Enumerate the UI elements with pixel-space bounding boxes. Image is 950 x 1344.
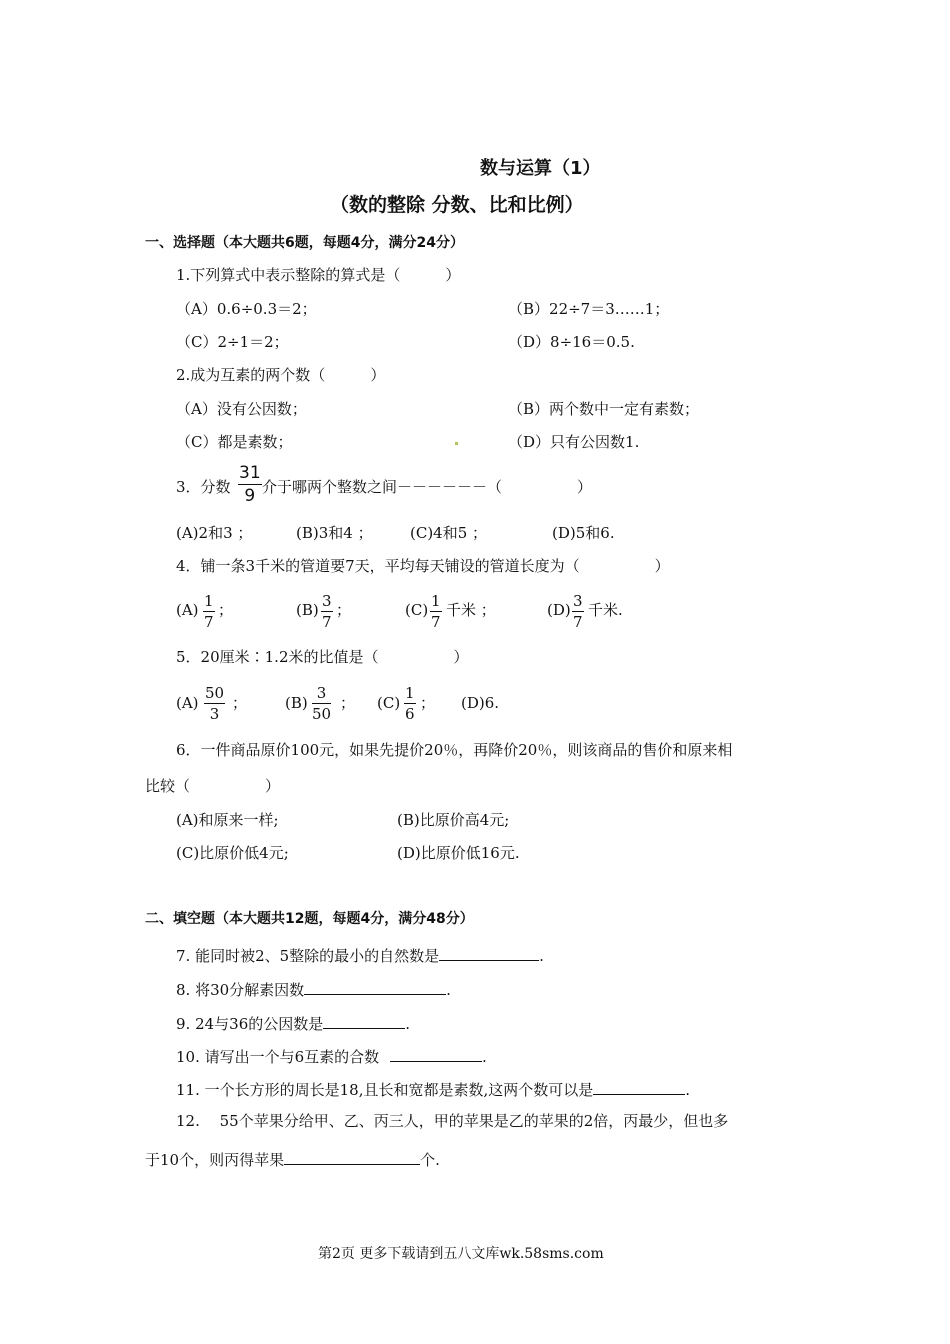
q8-answer-blank[interactable]	[304, 980, 446, 995]
q3-option-d: (D)5和6.	[552, 524, 615, 542]
q1-option-a: （A）0.6÷0.3＝2；	[176, 300, 317, 318]
q3-option-a: (A)2和3 ；	[176, 524, 253, 542]
q4-d-num: 3	[573, 592, 583, 610]
q5-option-a-post: ；	[232, 694, 248, 712]
q9-answer-blank[interactable]	[323, 1014, 405, 1029]
q10-end: .	[481, 1048, 487, 1066]
q6-option-a: (A)和原来一样;	[176, 811, 279, 829]
q6-option-b: (B)比原价高4元;	[397, 811, 510, 829]
q7-end: .	[539, 947, 544, 965]
q6-stem-line2: 比较（ ）	[145, 777, 281, 795]
q5-option-c-post: ；	[420, 694, 436, 712]
q2-option-c: （C）都是素数；	[176, 433, 293, 451]
q4-stem: 4．铺一条3千米的管道要7天，平均每天铺设的管道长度为（ ）	[176, 557, 670, 575]
q7-answer-blank[interactable]	[439, 946, 539, 961]
q4-option-d-post: 千米.	[588, 601, 623, 619]
q6-option-d: (D)比原价低16元.	[397, 844, 520, 862]
q5-option-d: (D)6.	[461, 694, 500, 712]
q5-c-den: 6	[405, 705, 415, 723]
q5-c-num: 1	[405, 684, 415, 702]
q4-d-den: 7	[573, 613, 583, 631]
q5-a-num: 50	[205, 684, 225, 702]
q4-option-c-fraction	[430, 594, 442, 630]
q5-b-num: 3	[312, 686, 331, 704]
q11-end: .	[685, 1081, 691, 1099]
q4-option-d-label: (D)	[547, 601, 571, 619]
q4-option-d-fraction	[572, 594, 584, 630]
q4-c-den: 7	[431, 613, 441, 631]
page-title: 数与运算（1）	[480, 158, 601, 179]
q2-option-d: （D）只有公因数1.	[508, 433, 640, 451]
page-subtitle: （数的整除 分数、比和比例）	[330, 194, 584, 216]
q4-a-num: 1	[204, 592, 214, 610]
q4-c-num: 1	[431, 592, 441, 610]
q4-option-c-post: 千米 ；	[446, 601, 496, 619]
q3-fraction-denominator: 9	[244, 486, 256, 506]
q5-stem: 5．20厘米∶1.2米的比值是（ ）	[176, 648, 469, 666]
q7	[176, 946, 544, 964]
q11-text: 11. 一个长方形的周长是18,且长和宽都是素数,这两个数可以是	[176, 1081, 594, 1099]
q12-line2	[145, 1150, 440, 1168]
q5-option-a-fraction	[204, 686, 225, 722]
q5-option-a-label: (A)	[176, 694, 199, 712]
q4-option-a-label: (A)	[176, 601, 199, 619]
q1-option-d: （D）8÷16＝0.5.	[508, 333, 635, 351]
q8-text: 8. 将30分解素因数	[176, 981, 305, 999]
q3-pre: 3．分数	[176, 478, 231, 496]
q4-a-den: 7	[204, 613, 214, 631]
q5-option-b-post: ；	[340, 694, 356, 712]
q10	[176, 1047, 487, 1065]
q8-end: .	[446, 981, 451, 999]
q2-stem: 2.成为互素的两个数（ ）	[176, 366, 386, 384]
q12-text: 于10个，则丙得苹果	[145, 1151, 285, 1169]
q12-end: 个.	[420, 1151, 440, 1169]
q10-text: 10. 请写出一个与6互素的合数	[176, 1048, 384, 1066]
q3-post: 介于哪两个整数之间－－－－－－（ ）	[262, 478, 593, 496]
q5-option-c-label: (C)	[377, 694, 401, 712]
q8	[176, 980, 451, 998]
q9	[176, 1014, 410, 1032]
q5-option-b-fraction	[312, 686, 331, 722]
decorative-dot	[455, 442, 458, 445]
q7-text: 7. 能同时被2、5整除的最小的自然数是	[176, 947, 440, 965]
q11	[176, 1080, 690, 1098]
q12-line1: 12. 55个苹果分给甲、乙、丙三人，甲的苹果是乙的苹果的2倍，丙最少，但也多	[176, 1112, 729, 1130]
q4-option-c-label: (C)	[405, 601, 429, 619]
q4-b-num: 3	[322, 592, 332, 610]
q6-option-c: (C)比原价低4元;	[176, 844, 289, 862]
q12-answer-blank[interactable]	[284, 1150, 420, 1165]
q1-stem: 1.下列算式中表示整除的算式是（ ）	[176, 266, 461, 284]
q4-option-a-fraction	[203, 594, 215, 630]
q4-option-a-post: ；	[218, 601, 234, 619]
q9-end: .	[405, 1015, 411, 1033]
page-footer: 第2页 更多下载请到五八文库wk.58sms.com	[318, 1246, 604, 1262]
section-heading-choice: 一、选择题（本大题共6题，每题4分，满分24分）	[145, 235, 464, 251]
section-heading-fill: 二、填空题（本大题共12题，每题4分，满分48分）	[145, 911, 474, 927]
q6-stem-line1: 6．一件商品原价100元，如果先提价20％，再降价20％，则该商品的售价和原来相	[176, 741, 733, 759]
q5-option-c-fraction	[404, 686, 416, 722]
q4-b-den: 7	[322, 613, 332, 631]
q3-option-c: (C)4和5 ；	[410, 524, 488, 542]
q3-option-b: (B)3和4 ；	[296, 524, 373, 542]
q5-a-den: 3	[209, 705, 220, 723]
q4-option-b-label: (B)	[296, 601, 319, 619]
q5-b-den: 50	[312, 705, 332, 723]
q1-option-c: （C）2÷1＝2；	[176, 333, 289, 351]
q4-option-b-post: ；	[336, 601, 352, 619]
q4-option-b-fraction	[321, 594, 333, 630]
q11-answer-blank[interactable]	[593, 1080, 685, 1095]
q5-option-b-label: (B)	[285, 694, 308, 712]
q3-fraction	[238, 465, 262, 505]
q1-option-b: （B）22÷7＝3……1；	[508, 300, 670, 318]
q2-option-b: （B）两个数中一定有素数；	[508, 400, 700, 418]
q3-fraction-numerator: 31	[239, 463, 261, 483]
q10-answer-blank[interactable]	[390, 1047, 482, 1062]
q9-text: 9. 24与36的公因数是	[176, 1015, 324, 1033]
q2-option-a: （A）没有公因数；	[176, 400, 307, 418]
